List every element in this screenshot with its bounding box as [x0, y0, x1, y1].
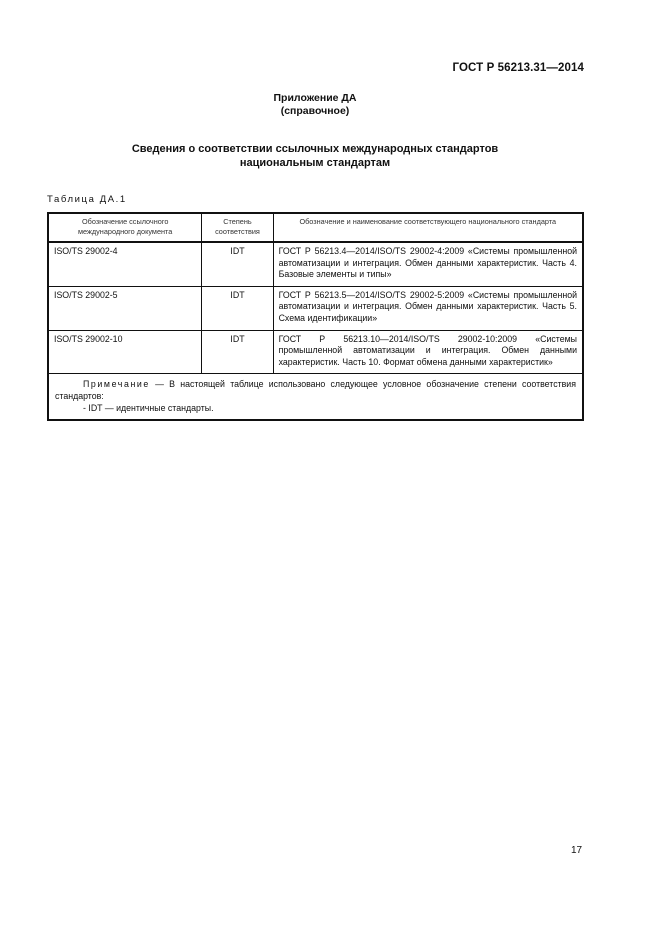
cell-national-standard: ГОСТ Р 56213.4—2014/ISO/TS 29002-4:2009 «Системы промышленной автоматизации и интеграция. Обмен данными характеристик. Часть 4. Базовые элементы и типы» [273, 242, 583, 286]
cell-intl-document: ISO/TS 29002-10 [48, 330, 202, 374]
correspondence-table-wrapper [47, 212, 584, 421]
table-caption: Таблица ДА.1 [47, 194, 127, 205]
section-heading-line1: Сведения о соответствии ссылочных международных стандартов [131, 143, 499, 155]
note-body: — В настоящей таблице использовано следующее условное обозначение степени соответствия стандартов: [55, 379, 576, 401]
section-heading-line2: национальным стандартам [239, 157, 391, 169]
cell-degree: IDT [202, 286, 273, 330]
appendix-header [0, 92, 630, 118]
table-note-row [48, 374, 583, 420]
cell-national-standard: ГОСТ Р 56213.10—2014/ISO/TS 29002-10:2009 «Системы промышленной автоматизации и интеграция. Обмен данными характеристик. Часть 10. Формат обмена данными характеристик» [273, 330, 583, 374]
cell-national-standard: ГОСТ Р 56213.5—2014/ISO/TS 29002-5:2009 «Системы промышленной автоматизации и интеграция. Обмен данными характеристик. Часть 5. Схема идентификации» [273, 286, 583, 330]
table-row [48, 286, 583, 330]
header-intl-document: Обозначение ссылочного международного документа [48, 213, 202, 242]
section-heading [0, 142, 630, 170]
cell-degree: IDT [202, 330, 273, 374]
table-header-row [48, 213, 583, 242]
header-national-standard: Обозначение и наименование соответствующего национального стандарта [273, 213, 583, 242]
note-label: Примечание [83, 379, 150, 390]
table-row [48, 242, 583, 286]
header-degree: Степень соответствия [202, 213, 273, 242]
page-number: 17 [571, 845, 583, 856]
table-note [48, 374, 583, 420]
correspondence-table [47, 212, 584, 421]
table-row [48, 330, 583, 374]
note-text [55, 379, 576, 402]
cell-intl-document: ISO/TS 29002-5 [48, 286, 202, 330]
appendix-title: Приложение ДА [273, 92, 357, 104]
cell-degree: IDT [202, 242, 273, 286]
appendix-subtitle: (справочное) [280, 105, 350, 117]
cell-intl-document: ISO/TS 29002-4 [48, 242, 202, 286]
note-list-item: - IDT — идентичные стандарты. [83, 402, 214, 413]
document-code: ГОСТ Р 56213.31—2014 [452, 62, 584, 74]
